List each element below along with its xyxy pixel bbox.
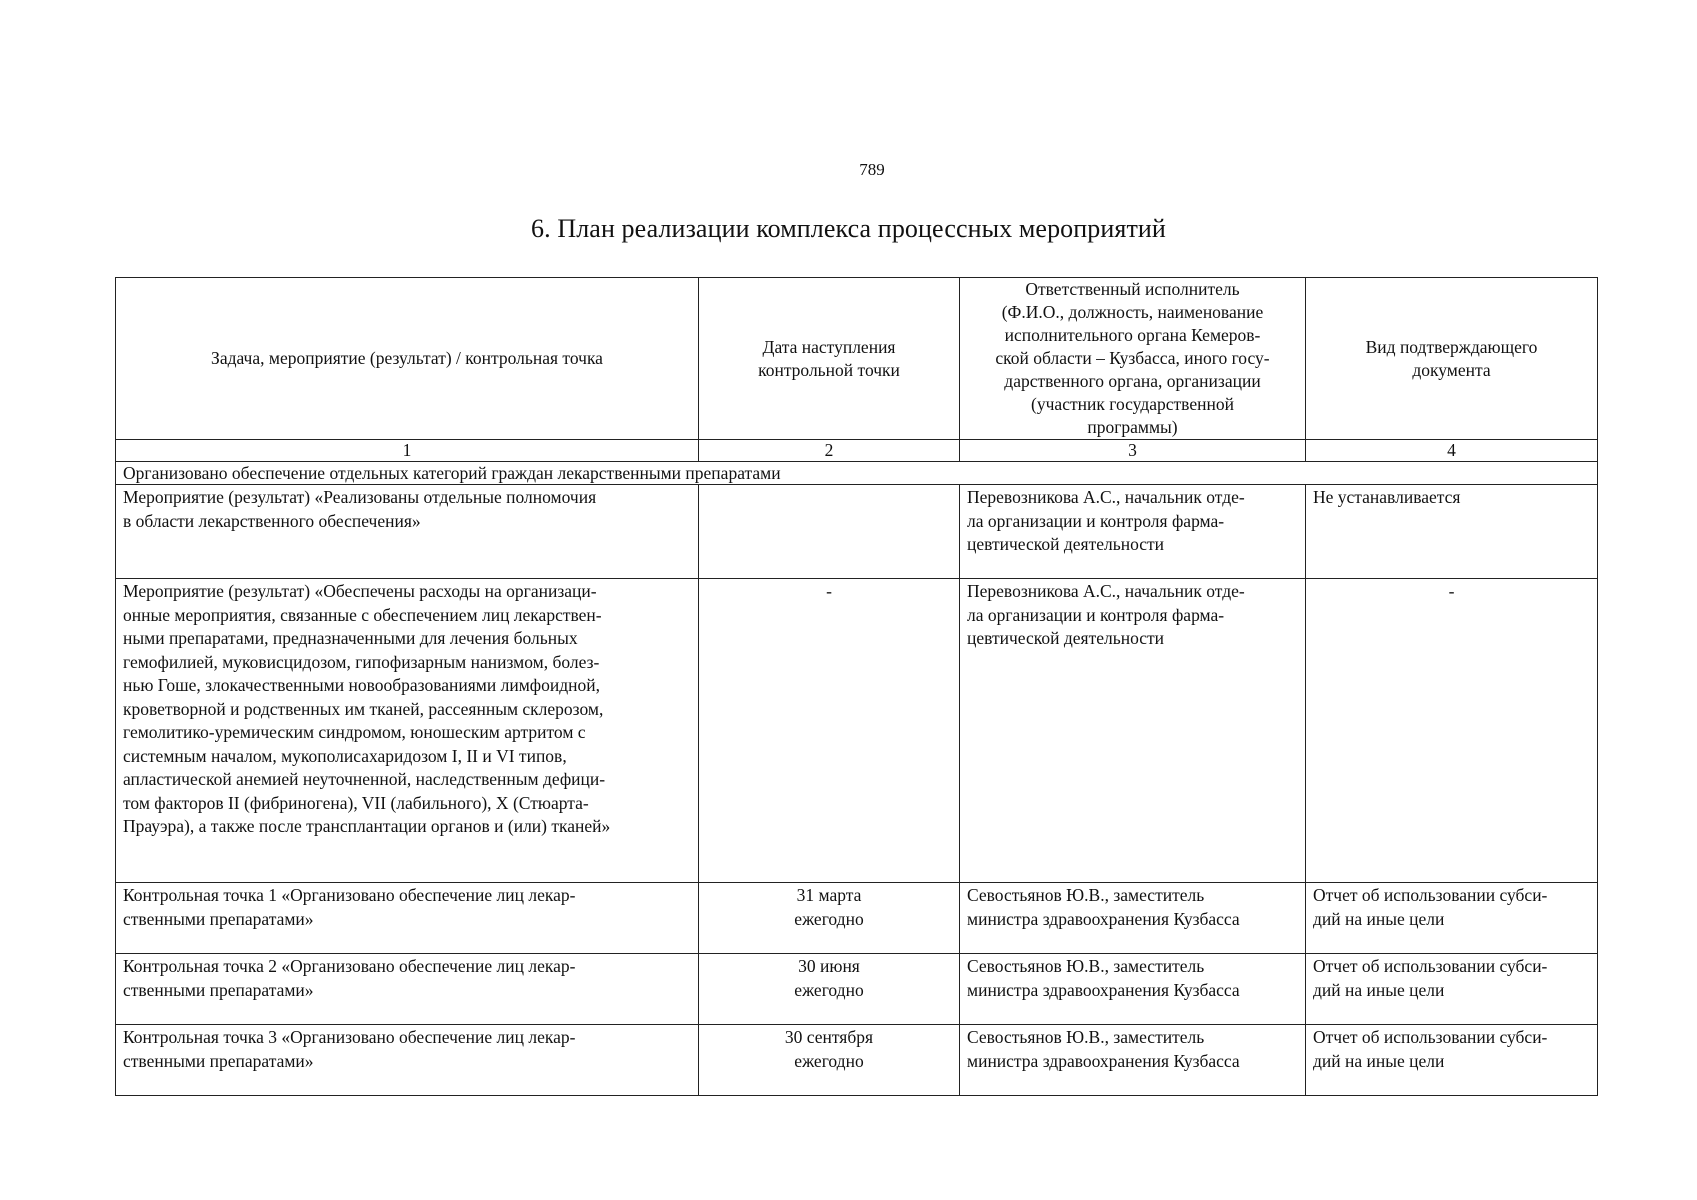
document-cell: Отчет об использовании субси- дий на иные цели [1306, 954, 1598, 1025]
page-title: 6. План реализации комплекса процессных мероприятий [531, 214, 1166, 243]
plan-table [115, 277, 1598, 1096]
date-cell: 30 июня ежегодно [699, 954, 960, 1025]
column-number-row [116, 440, 1598, 462]
task-cell: Мероприятие (результат) «Обеспечены расходы на организаци- онные мероприятия, связанные с обеспечением лиц лекарствен- ными препаратами, предназначенными для лечения больных гемофилией, муковисцидозом, гипофизарным нанизмом, болез- нью Гоше, злокачественными новообразованиями лимфоидной, кроветворной и родственных им тканей, рассеянным склерозом, гемолитико-уремическим синдромом, юношеским артритом с системным началом, мукополисахаридозом I, II и VI типов, апластической анемией неуточненной, наследственным дефици- том факторов II (фибриногена), VII (лабильного), X (Стюарта- Прауэра), а также после трансплантации органов и (или) тканей» [116, 579, 699, 883]
executor-cell: Севостьянов Ю.В., заместитель министра здравоохранения Кузбасса [960, 883, 1306, 954]
executor-cell: Севостьянов Ю.В., заместитель министра здравоохранения Кузбасса [960, 1025, 1306, 1096]
task-cell: Контрольная точка 2 «Организовано обеспечение лиц лекар- ственными препаратами» [116, 954, 699, 1025]
section-title: Организовано обеспечение отдельных категорий граждан лекарственными препаратами [116, 462, 1598, 485]
task-cell: Мероприятие (результат) «Реализованы отдельные полномочия в области лекарственного обеспечения» [116, 485, 699, 579]
section-row [116, 462, 1598, 485]
table-row [116, 1025, 1598, 1096]
table-row [116, 579, 1598, 883]
table-row [116, 883, 1598, 954]
header-task: Задача, мероприятие (результат) / контрольная точка [116, 278, 699, 440]
header-document: Вид подтверждающего документа [1306, 278, 1598, 440]
executor-cell: Перевозникова А.С., начальник отде- ла организации и контроля фарма- цевтической деятельности [960, 579, 1306, 883]
column-number: 3 [960, 440, 1306, 462]
date-cell [699, 485, 960, 579]
column-number: 1 [116, 440, 699, 462]
executor-cell: Севостьянов Ю.В., заместитель министра здравоохранения Кузбасса [960, 954, 1306, 1025]
header-date: Дата наступления контрольной точки [699, 278, 960, 440]
date-cell: 30 сентября ежегодно [699, 1025, 960, 1096]
header-executor: Ответственный исполнитель (Ф.И.О., должность, наименование исполнительного органа Кемеров- ской области – Кузбасса, иного госу- дарственного органа, организации (участник государственной программы) [960, 278, 1306, 440]
document-cell: Не устанавливается [1306, 485, 1598, 579]
table-row [116, 485, 1598, 579]
column-number: 2 [699, 440, 960, 462]
date-cell: - [699, 579, 960, 883]
task-cell: Контрольная точка 3 «Организовано обеспечение лиц лекар- ственными препаратами» [116, 1025, 699, 1096]
column-number: 4 [1306, 440, 1598, 462]
table-header-row [116, 278, 1598, 440]
document-cell: Отчет об использовании субси- дий на иные цели [1306, 883, 1598, 954]
document-cell: Отчет об использовании субси- дий на иные цели [1306, 1025, 1598, 1096]
task-cell: Контрольная точка 1 «Организовано обеспечение лиц лекар- ственными препаратами» [116, 883, 699, 954]
document-cell: - [1306, 579, 1598, 883]
executor-cell: Перевозникова А.С., начальник отде- ла организации и контроля фарма- цевтической деятельности [960, 485, 1306, 579]
table-row [116, 954, 1598, 1025]
page-number: 789 [859, 160, 885, 179]
date-cell: 31 марта ежегодно [699, 883, 960, 954]
